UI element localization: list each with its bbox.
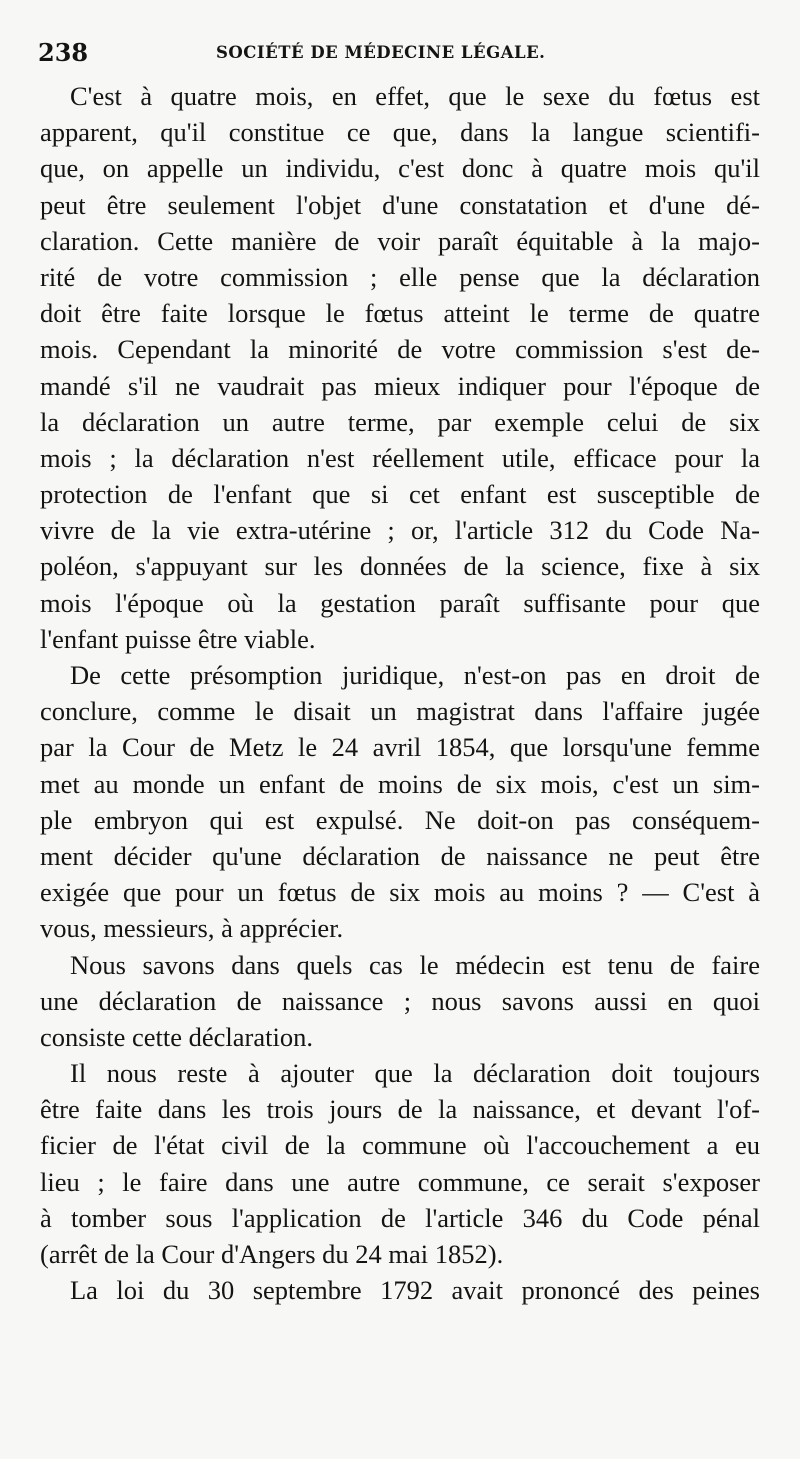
text-line: La loi du 30 septembre 1792 avait prononcé des peines bbox=[70, 1275, 760, 1306]
text-line: mois. Cependant la minorité de votre commission s'est de- bbox=[40, 334, 760, 365]
text-line: De cette présomption juridique, n'est-on pas en droit de bbox=[70, 660, 760, 690]
text-line: l'enfant puisse être viable. bbox=[40, 623, 316, 654]
text-line: une déclaration de naissance ; nous savons aussi en quoi bbox=[40, 985, 760, 1016]
text-line: claration. Cette manière de voir paraît équitable à la majo- bbox=[40, 225, 760, 256]
text-line: lieu ; le faire dans une autre commune, ce serait s'exposer bbox=[40, 1166, 760, 1197]
text-line: conclure, comme le disait un magistrat dans l'affaire jugée bbox=[40, 696, 760, 727]
text-line: vous, messieurs, à apprécier. bbox=[40, 913, 344, 944]
text-line: protection de l'enfant que si cet enfant est susceptible de bbox=[40, 479, 760, 510]
text-line: ficier de l'état civil de la commune où l'accouchement a eu bbox=[40, 1130, 760, 1161]
text-line: Il nous reste à ajouter que la déclaration doit toujours bbox=[70, 1058, 760, 1089]
text-line: C'est à quatre mois, en effet, que le sexe du fœtus est bbox=[70, 81, 760, 111]
running-head: SOCIÉTÉ DE MÉDECINE LÉGALE. bbox=[216, 43, 546, 62]
text-line: être faite dans les trois jours de la naissance, et devant l'of- bbox=[40, 1094, 760, 1125]
text-line: ment décider qu'une déclaration de naissance ne peut être bbox=[40, 840, 760, 871]
text-line: (arrêt de la Cour d'Angers du 24 mai 1852). bbox=[40, 1239, 504, 1269]
text-line: exigée que pour un fœtus de six mois au moins ? — C'est à bbox=[40, 877, 760, 908]
text-line: ple embryon qui est expulsé. Ne doit-on pas conséquem- bbox=[40, 804, 760, 835]
text-line: poléon, s'appuyant sur les données de la science, fixe à six bbox=[40, 551, 760, 582]
page-number: 238 bbox=[38, 38, 89, 67]
text-line: que, on appelle un individu, c'est donc à quatre mois qu'il bbox=[40, 153, 760, 184]
page-header bbox=[38, 38, 758, 70]
body-text bbox=[40, 78, 760, 1308]
text-line: la déclaration un autre terme, par exemple celui de six bbox=[40, 406, 760, 437]
text-line: mois l'époque où la gestation paraît suffisante pour que bbox=[40, 587, 760, 618]
text-line: par la Cour de Metz le 24 avril 1854, que lorsqu'une femme bbox=[40, 732, 760, 763]
text-line: peut être seulement l'objet d'une constatation et d'une dé- bbox=[40, 189, 760, 220]
text-line: mandé s'il ne vaudrait pas mieux indiquer pour l'époque de bbox=[40, 370, 760, 401]
text-line: rité de votre commission ; elle pense que la déclaration bbox=[40, 261, 760, 292]
text-line: à tomber sous l'application de l'article 346 du Code pénal bbox=[40, 1202, 760, 1233]
text-line: met au monde un enfant de moins de six mois, c'est un sim- bbox=[40, 768, 760, 799]
text-line: Nous savons dans quels cas le médecin est tenu de faire bbox=[70, 949, 760, 980]
text-line: consiste cette déclaration. bbox=[40, 1021, 313, 1052]
text-line: mois ; la déclaration n'est réellement utile, efficace pour la bbox=[40, 442, 760, 473]
text-line: vivre de la vie extra-utérine ; or, l'article 312 du Code Na- bbox=[40, 515, 760, 546]
text-line: apparent, qu'il constitue ce que, dans la langue scientifi- bbox=[40, 117, 760, 148]
text-line: doit être faite lorsque le fœtus atteint le terme de quatre bbox=[40, 298, 760, 329]
